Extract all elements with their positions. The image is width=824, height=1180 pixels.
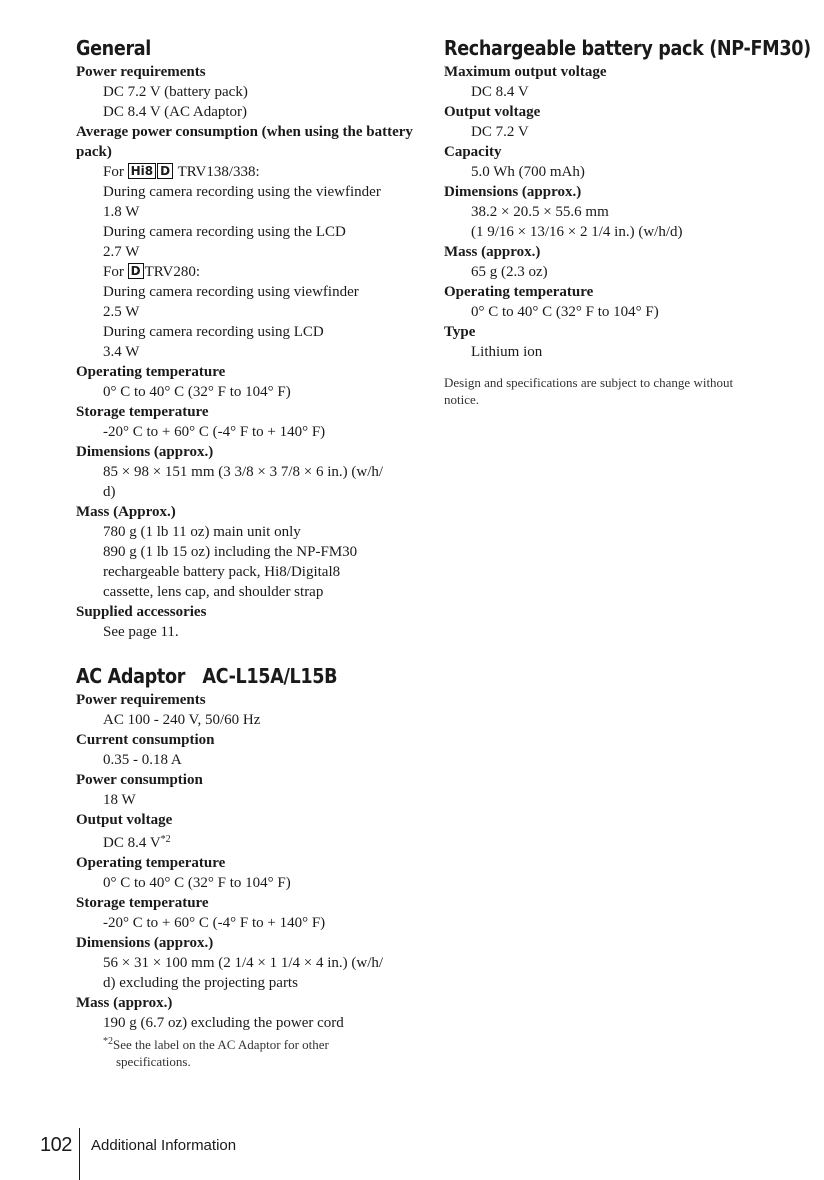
ac-operating-temp-value: 0° C to 40° C (32° F to 104° F) (103, 875, 291, 891)
general-model1-line: During camera recording using the LCD (103, 224, 346, 240)
general-model1-line: 1.8 W (103, 204, 140, 220)
battery-title: Rechargeable battery pack (NP-FM30) (444, 36, 811, 60)
ac-mass-label: Mass (approx.) (76, 995, 173, 1011)
general-operating-temp-label: Operating temperature (76, 364, 226, 380)
ac-adaptor-section (76, 664, 416, 1070)
left-column (76, 36, 416, 1070)
ac-storage-temp-value: -20° C to + 60° C (-4° F to + 140° F) (103, 915, 326, 931)
battery-operating-temp-label: Operating temperature (444, 284, 594, 300)
page-number: 102 (40, 1134, 72, 1156)
specification-notice: Design and specifications are subject to change without notice. (444, 375, 734, 407)
ac-current-value: 0.35 - 0.18 A (103, 752, 182, 768)
ac-power-consumption-value: 18 W (103, 792, 136, 808)
general-mass-line: rechargeable battery pack, Hi8/Digital8 (103, 564, 341, 580)
general-model2-line: During camera recording using LCD (103, 324, 324, 340)
battery-max-output-value: DC 8.4 V (471, 84, 529, 100)
general-storage-temp-label: Storage temperature (76, 404, 209, 420)
general-model1-line: 2.7 W (103, 244, 140, 260)
footer-divider (79, 1128, 80, 1180)
general-model2-heading (76, 262, 416, 282)
general-model1-heading (76, 162, 416, 182)
general-mass-label: Mass (Approx.) (76, 504, 176, 520)
ac-mass-value: 190 g (6.7 oz) excluding the power cord (103, 1015, 344, 1031)
general-dimensions-label: Dimensions (approx.) (76, 444, 214, 460)
ac-output-voltage-label: Output voltage (76, 812, 173, 828)
right-column (444, 36, 811, 408)
ac-adaptor-title: AC Adaptor AC-L15A/L15B (76, 664, 338, 688)
general-power-requirements-label: Power requirements (76, 64, 206, 80)
general-section (76, 36, 416, 642)
general-operating-temp-value: 0° C to 40° C (32° F to 104° F) (103, 384, 291, 400)
battery-mass-value: 65 g (2.3 oz) (471, 264, 548, 280)
general-dimensions-line: d) (103, 484, 116, 500)
general-model2-line: 2.5 W (103, 304, 140, 320)
ac-operating-temp-label: Operating temperature (76, 855, 226, 871)
general-model2-line: 3.4 W (103, 344, 140, 360)
general-dimensions-line: 85 × 98 × 151 mm (3 3/8 × 3 7/8 × 6 in.) (w/h/ (103, 464, 384, 480)
battery-dimensions-label: Dimensions (approx.) (444, 184, 582, 200)
ac-output-voltage-value (76, 830, 416, 853)
battery-dimensions-line: 38.2 × 20.5 × 55.6 mm (471, 204, 609, 220)
ac-storage-temp-label: Storage temperature (76, 895, 209, 911)
battery-section (444, 36, 811, 408)
ac-dimensions-line: d) excluding the projecting parts (103, 975, 298, 991)
battery-dimensions-line: (1 9/16 × 13/16 × 2 1/4 in.) (w/h/d) (471, 224, 683, 240)
general-mass-line: 890 g (1 lb 15 oz) including the NP-FM30 (103, 544, 358, 560)
battery-type-label: Type (444, 324, 476, 340)
ac-current-label: Current consumption (76, 732, 215, 748)
footnote-mark: *2 (103, 1036, 113, 1047)
footnote-mark: *2 (160, 834, 171, 845)
battery-capacity-value: 5.0 Wh (700 mAh) (471, 164, 585, 180)
digital8-logo-icon: D (157, 163, 173, 179)
ac-dimensions-label: Dimensions (approx.) (76, 935, 214, 951)
ac-power-requirements-value: AC 100 - 240 V, 50/60 Hz (103, 712, 261, 728)
battery-output-voltage-label: Output voltage (444, 104, 541, 120)
model2-prefix: For (103, 264, 124, 280)
ac-output-voltage-text: DC 8.4 V (103, 835, 161, 851)
battery-type-value: Lithium ion (471, 344, 543, 360)
general-power-requirements-line: DC 7.2 V (battery pack) (103, 84, 248, 100)
battery-output-voltage-value: DC 7.2 V (471, 124, 529, 140)
ac-dimensions-line: 56 × 31 × 100 mm (2 1/4 × 1 1/4 × 4 in.) (w/h/ (103, 955, 384, 971)
general-mass-line: 780 g (1 lb 11 oz) main unit only (103, 524, 301, 540)
battery-capacity-label: Capacity (444, 144, 502, 160)
general-model2-line: During camera recording using viewfinder (103, 284, 359, 300)
footer-section-label: Additional Information (91, 1137, 237, 1154)
battery-max-output-label: Maximum output voltage (444, 64, 607, 80)
general-storage-temp-value: -20° C to + 60° C (-4° F to + 140° F) (103, 424, 326, 440)
model1-prefix: For (103, 164, 124, 180)
ac-power-requirements-label: Power requirements (76, 692, 206, 708)
battery-mass-label: Mass (approx.) (444, 244, 541, 260)
general-accessories-label: Supplied accessories (76, 604, 207, 620)
general-accessories-value: See page 11. (103, 624, 179, 640)
battery-operating-temp-value: 0° C to 40° C (32° F to 104° F) (471, 304, 659, 320)
general-power-requirements-line: DC 8.4 V (AC Adaptor) (103, 104, 248, 120)
ac-power-consumption-label: Power consumption (76, 772, 203, 788)
model1-name: TRV138/338: (177, 164, 260, 180)
general-avg-power-label: Average power consumption (when using the battery pack) (76, 124, 413, 160)
general-title: General (76, 36, 151, 60)
ac-footnote (76, 1033, 416, 1053)
general-mass-line: cassette, lens cap, and shoulder strap (103, 584, 324, 600)
digital8-logo-icon: D (128, 263, 144, 279)
ac-footnote-line: specifications. (116, 1054, 191, 1069)
ac-footnote-line: See the label on the AC Adaptor for other (113, 1037, 329, 1052)
model2-name: TRV280: (144, 264, 201, 280)
hi8-logo-icon: Hi8 (128, 163, 157, 179)
general-model1-line: During camera recording using the viewfinder (103, 184, 381, 200)
